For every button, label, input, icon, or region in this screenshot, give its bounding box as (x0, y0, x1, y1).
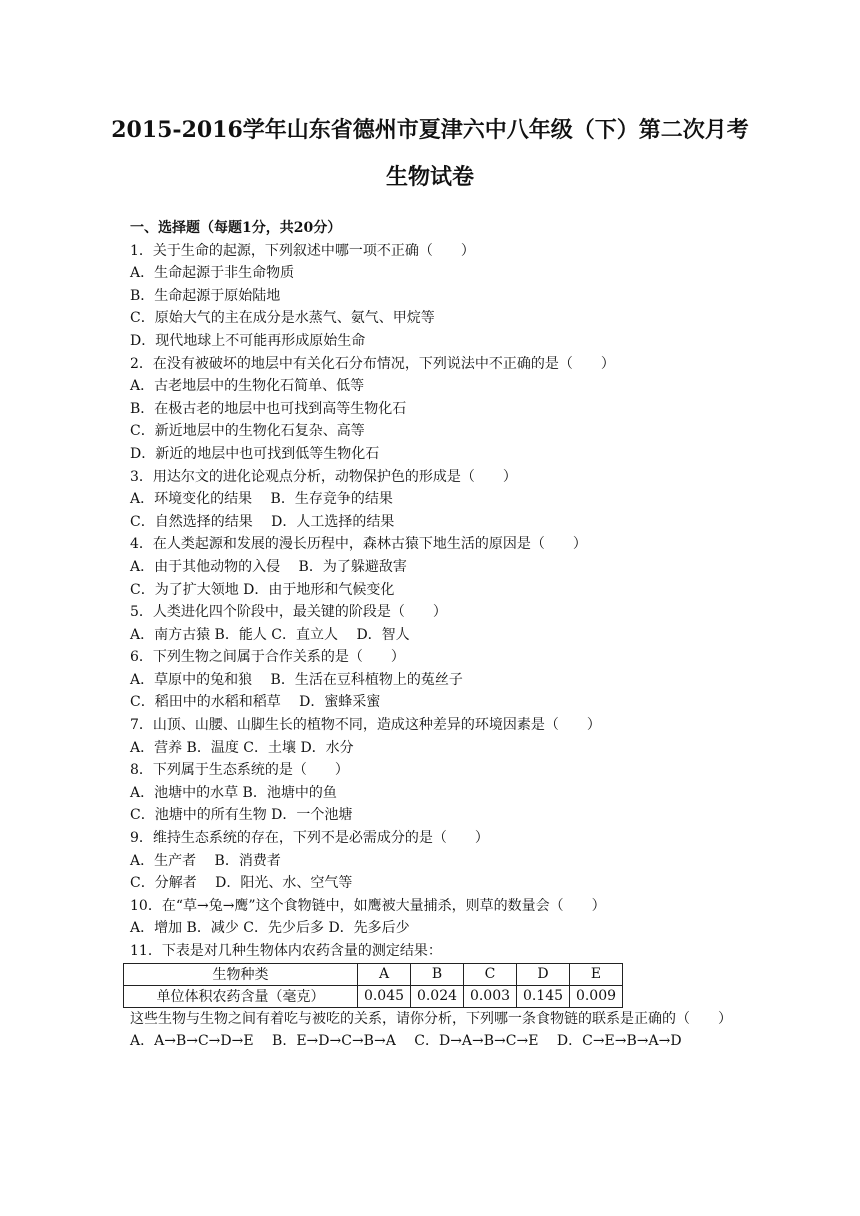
pesticide-table (123, 963, 623, 1008)
question-line: 1．关于生命的起源，下列叙述中哪一项不正确（ ） (130, 242, 475, 259)
question-line: B．在极古老的地层中也可找到高等生物化石 (130, 400, 407, 417)
question-line: C．自然选择的结果 D．人工选择的结果 (130, 513, 395, 530)
table-cell: 0.145 (517, 985, 570, 1007)
table-cell: 0.003 (464, 985, 517, 1007)
question-line: A．草原中的兔和狼 B．生活在豆科植物上的菟丝子 (130, 671, 463, 688)
question-line: C．池塘中的所有生物 D．一个池塘 (130, 807, 353, 824)
question-line: 10．在“草→兔→鹰”这个食物链中，如鹰被大量捕杀，则草的数量会（ ） (130, 897, 606, 914)
table-cell: 0.045 (358, 985, 411, 1007)
table-row (124, 985, 623, 1007)
question-11-stem: 这些生物与生物之间有着吃与被吃的关系，请你分析，下列哪一条食物链的联系是正确的（ ） (130, 1010, 732, 1027)
question-line: A．生产者 B．消费者 (130, 852, 281, 869)
exam-title-line2: 生物试卷 (385, 164, 474, 190)
table-cell: A (358, 963, 411, 985)
table-cell: 单位体积农药含量（毫克） (124, 985, 358, 1007)
question-line: A．由于其他动物的入侵 B．为了躲避敌害 (130, 558, 407, 575)
table-cell: B (411, 963, 464, 985)
question-line: A．南方古猿 B．能人 C．直立人 D．智人 (130, 626, 410, 643)
table-cell: D (517, 963, 570, 985)
question-line: C．稻田中的水稻和稻草 D．蜜蜂采蜜 (130, 694, 381, 711)
question-line: D．现代地球上不可能再形成原始生命 (130, 332, 366, 349)
question-line: 5．人类进化四个阶段中，最关键的阶段是（ ） (130, 604, 447, 621)
exam-title-line1: 2015-2016学年山东省德州市夏津六中八年级（下）第二次月考 (111, 117, 749, 143)
question-line: C．分解者 D．阳光、水、空气等 (130, 875, 353, 892)
question-line: 11．下表是对几种生物体内农药含量的测定结果： (130, 943, 442, 959)
table-cell: E (570, 963, 623, 985)
question-line: 4．在人类起源和发展的漫长历程中，森林古猿下地生活的原因是（ ） (130, 536, 587, 553)
exam-body (130, 217, 730, 1053)
question-line: 3．用达尔文的进化论观点分析，动物保护色的形成是（ ） (130, 468, 517, 485)
question-11-options: A．A→B→C→D→E B．E→D→C→B→A C．D→A→B→C→E D．C→E→B→A→D (130, 1033, 682, 1050)
question-line: A．古老地层中的生物化石简单、低等 (130, 378, 365, 395)
question-line: 2．在没有被破坏的地层中有关化石分布情况，下列说法中不正确的是（ ） (130, 355, 615, 372)
table-cell: 0.009 (570, 985, 623, 1007)
question-line: 7．山顶、山腰、山脚生长的植物不同，造成这种差异的环境因素是（ ） (130, 717, 601, 734)
table-cell: C (464, 963, 517, 985)
question-line: B．生命起源于原始陆地 (130, 287, 281, 304)
question-line: A．营养 B．温度 C．土壤 D．水分 (130, 739, 354, 756)
question-line: A．增加 B．减少 C．先少后多 D．先多后少 (130, 920, 410, 937)
question-line: A．生命起源于非生命物质 (130, 265, 295, 282)
table-header-row (124, 963, 623, 985)
question-line: 8．下列属于生态系统的是（ ） (130, 762, 349, 779)
table-cell: 生物种类 (124, 963, 358, 985)
section-heading: 一、选择题（每题1分，共20分） (130, 220, 342, 236)
question-line: 6．下列生物之间属于合作关系的是（ ） (130, 649, 405, 666)
question-line: D．新近的地层中也可找到低等生物化石 (130, 445, 380, 462)
table-cell: 0.024 (411, 985, 464, 1007)
question-lines (130, 240, 730, 963)
question-line: A．池塘中的水草 B．池塘中的鱼 (130, 784, 337, 801)
question-line: C．为了扩大领地 D．由于地形和气候变化 (130, 581, 395, 598)
question-line: 9．维持生态系统的存在，下列不是必需成分的是（ ） (130, 830, 489, 847)
question-line: C．原始大气的主在成分是水蒸气、氨气、甲烷等 (130, 310, 435, 327)
question-line: A．环境变化的结果 B．生存竞争的结果 (130, 491, 393, 508)
question-line: C．新近地层中的生物化石复杂、高等 (130, 423, 365, 440)
